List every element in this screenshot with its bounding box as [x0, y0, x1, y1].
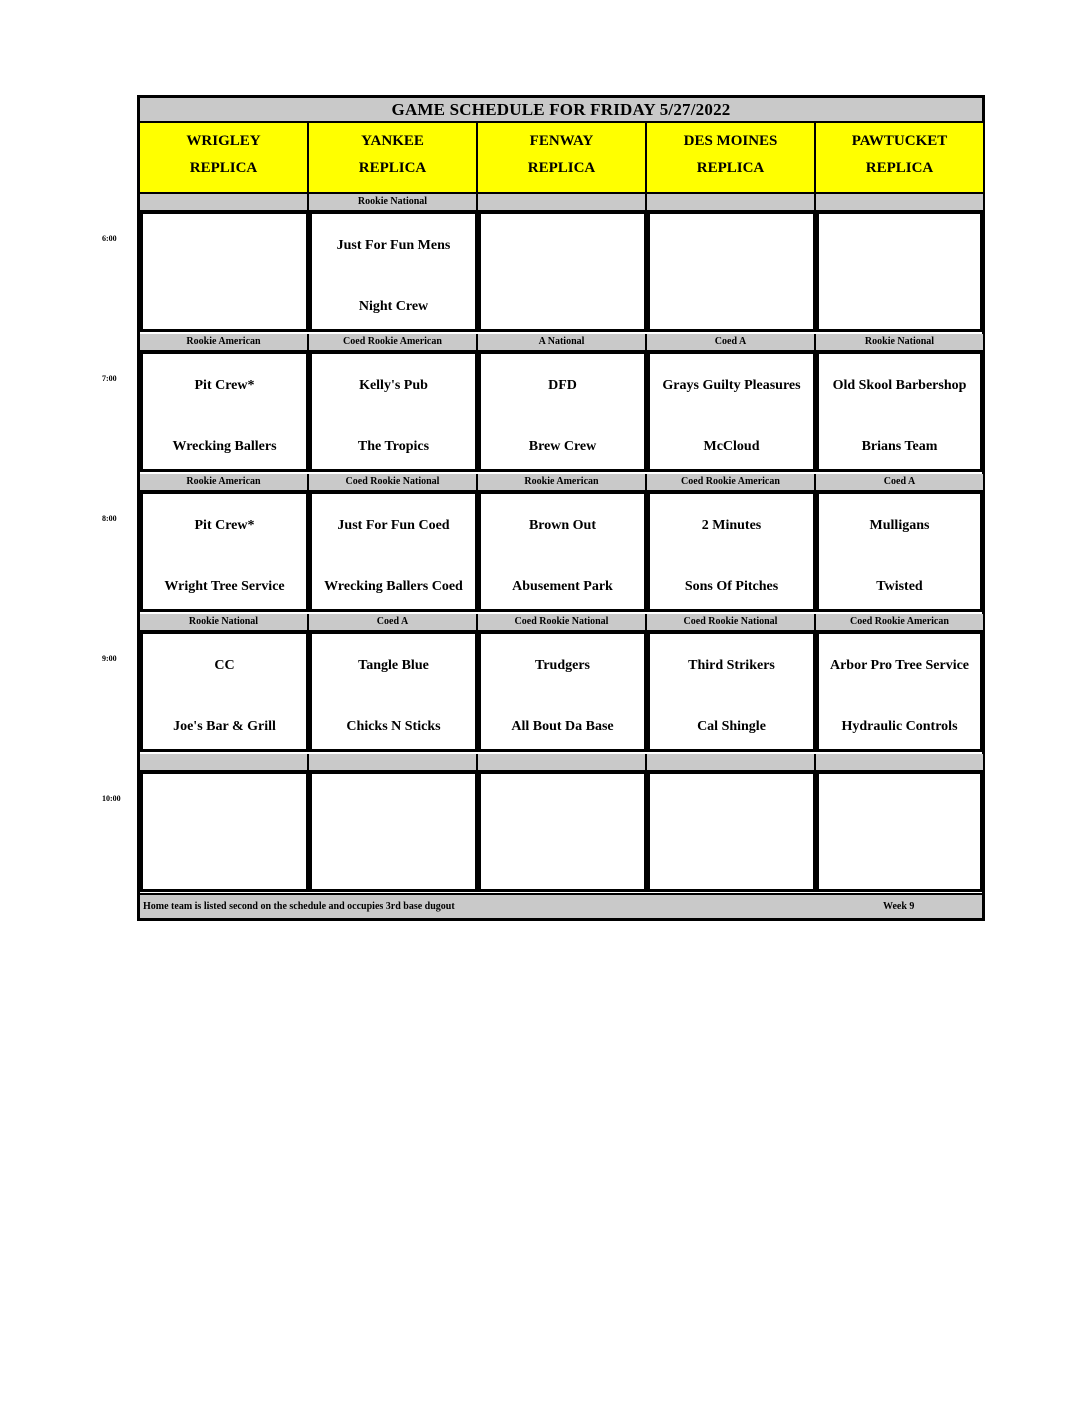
home-team: McCloud: [703, 439, 760, 454]
game-cell: [816, 771, 983, 892]
time-label: 9:00: [102, 654, 117, 663]
division-label: Coed Rookie National: [309, 474, 478, 491]
venue-subtitle: REPLICA: [527, 160, 596, 176]
division-label: Rookie National: [140, 614, 309, 631]
game-cell: [647, 491, 816, 612]
game-cell: [309, 491, 478, 612]
game-cell: [647, 351, 816, 472]
home-team: Wrecking Ballers: [172, 439, 277, 454]
schedule-table: [137, 95, 985, 921]
home-team: The Tropics: [357, 439, 430, 454]
home-team: Twisted: [876, 579, 923, 594]
venue-name: WRIGLEY: [186, 133, 261, 149]
away-team: Tangle Blue: [358, 658, 429, 673]
venue-name: FENWAY: [529, 133, 594, 149]
division-label: Rookie American: [140, 474, 309, 491]
division-label: [478, 194, 647, 211]
division-label: Coed A: [309, 614, 478, 631]
game-cell: [309, 631, 478, 752]
home-team: Chicks N Sticks: [346, 719, 441, 734]
home-team: Wrecking Ballers Coed: [324, 579, 463, 594]
division-label: Rookie National: [309, 194, 478, 211]
home-team: Cal Shingle: [697, 719, 766, 734]
away-team: Just For Fun Mens: [336, 238, 451, 253]
game-cell: [478, 491, 647, 612]
venue-name: PAWTUCKET: [851, 133, 948, 149]
division-label: Rookie American: [478, 474, 647, 491]
away-team: Old Skool Barbershop: [832, 378, 967, 393]
game-cell: [309, 211, 478, 332]
venue-subtitle: REPLICA: [358, 160, 427, 176]
game-cell: [816, 491, 983, 612]
away-team: Grays Guilty Pleasures: [662, 378, 801, 393]
game-cell: [816, 211, 983, 332]
venue-header: [309, 123, 478, 194]
schedule-title: GAME SCHEDULE FOR FRIDAY 5/27/2022: [140, 98, 982, 123]
home-team: Abusement Park: [512, 579, 613, 594]
division-label: A National: [478, 334, 647, 351]
away-team: Pit Crew*: [194, 518, 255, 533]
away-team: Mulligans: [869, 518, 930, 533]
away-team: Brown Out: [528, 518, 597, 533]
time-label: 6:00: [102, 234, 117, 243]
game-cell: [309, 351, 478, 472]
game-cell: [647, 631, 816, 752]
division-label: Coed Rookie American: [816, 614, 983, 631]
game-cell: [140, 491, 309, 612]
division-label: [140, 194, 309, 211]
game-cell: [478, 771, 647, 892]
time-label: 7:00: [102, 374, 117, 383]
game-cell: [816, 631, 983, 752]
division-label: Rookie National: [816, 334, 983, 351]
division-label: [816, 754, 983, 771]
venue-subtitle: REPLICA: [865, 160, 934, 176]
venue-header: [816, 123, 983, 194]
game-cell: [140, 631, 309, 752]
venue-header: [140, 123, 309, 194]
game-cell: [309, 771, 478, 892]
away-team: CC: [214, 658, 235, 673]
away-team: 2 Minutes: [701, 518, 762, 533]
game-cell: [647, 211, 816, 332]
home-team: All Bout Da Base: [511, 719, 614, 734]
away-team: Pit Crew*: [194, 378, 255, 393]
venue-name: YANKEE: [361, 133, 424, 149]
division-label: Coed Rookie American: [647, 474, 816, 491]
division-label: [309, 754, 478, 771]
away-team: Third Strikers: [688, 658, 775, 673]
time-label: 10:00: [102, 794, 121, 803]
venue-header: [478, 123, 647, 194]
division-label: [816, 194, 983, 211]
game-cell: [140, 771, 309, 892]
division-label: [140, 754, 309, 771]
footer-bar: [140, 893, 982, 918]
away-team: Kelly's Pub: [359, 378, 428, 393]
venue-header: [647, 123, 816, 194]
division-label: [647, 194, 816, 211]
division-label: [647, 754, 816, 771]
home-team: Wright Tree Service: [164, 579, 285, 594]
venue-subtitle: REPLICA: [696, 160, 765, 176]
division-label: [478, 754, 647, 771]
division-label: Coed A: [647, 334, 816, 351]
venue-name: DES MOINES: [683, 133, 778, 149]
game-cell: [140, 211, 309, 332]
away-team: Arbor Pro Tree Service: [829, 658, 970, 673]
home-team: Sons Of Pitches: [684, 579, 779, 594]
away-team: Just For Fun Coed: [337, 518, 450, 533]
division-label: Coed Rookie American: [309, 334, 478, 351]
away-team: Trudgers: [535, 658, 590, 673]
game-cell: [478, 351, 647, 472]
home-team: Brians Team: [861, 439, 938, 454]
division-label: Coed Rookie National: [478, 614, 647, 631]
division-label: Rookie American: [140, 334, 309, 351]
game-cell: [140, 351, 309, 472]
game-cell: [816, 351, 983, 472]
away-team: DFD: [548, 378, 577, 393]
game-cell: [647, 771, 816, 892]
game-cell: [478, 211, 647, 332]
home-team: Brew Crew: [528, 439, 597, 454]
home-team: Joe's Bar & Grill: [173, 719, 276, 734]
division-label: Coed Rookie National: [647, 614, 816, 631]
venue-subtitle: REPLICA: [189, 160, 258, 176]
week-label: Week 9: [883, 901, 915, 912]
footer-note: Home team is listed second on the schedule and occupies 3rd base dugout: [143, 901, 455, 912]
home-team: Night Crew: [358, 299, 429, 314]
time-label: 8:00: [102, 514, 117, 523]
division-label: Coed A: [816, 474, 983, 491]
home-team: Hydraulic Controls: [841, 719, 958, 734]
game-cell: [478, 631, 647, 752]
